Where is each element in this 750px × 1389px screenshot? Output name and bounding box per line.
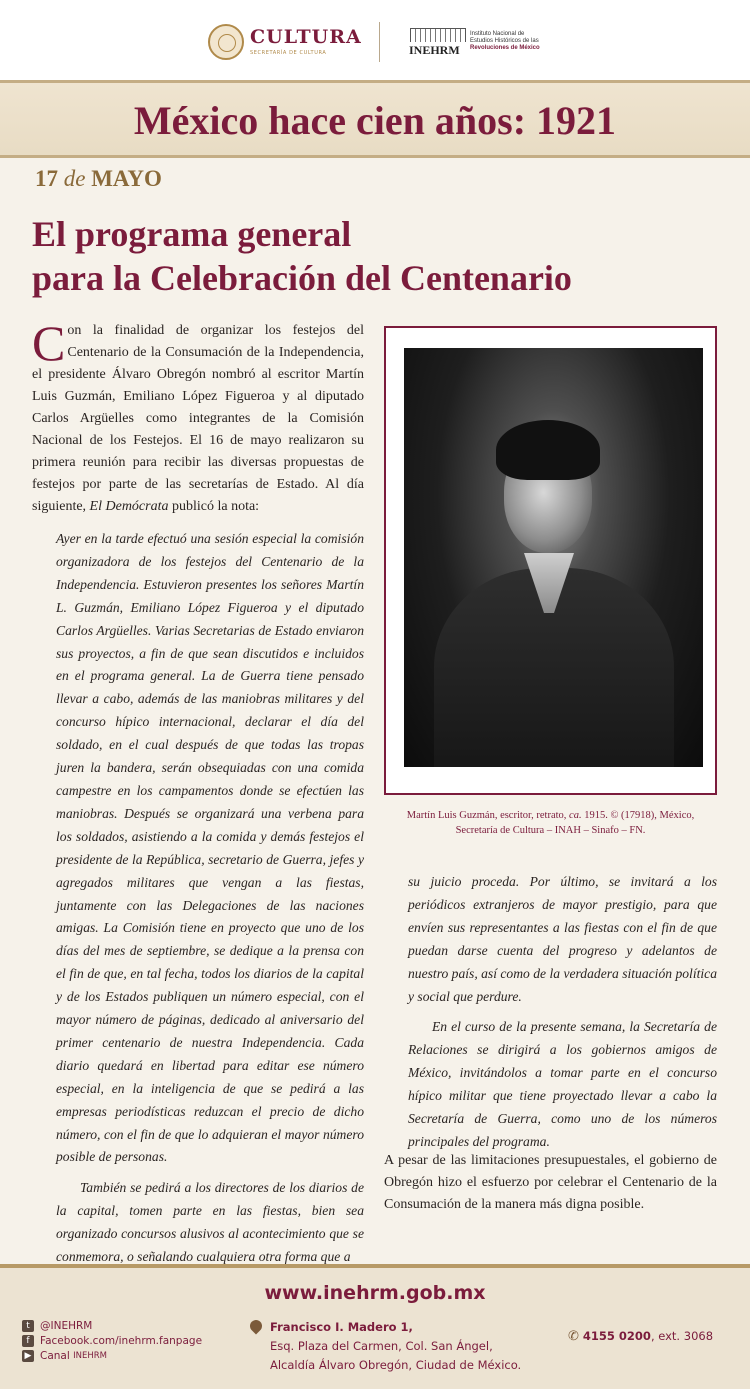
address-line-2: Esq. Plaza del Carmen, Col. San Ángel,	[270, 1339, 493, 1353]
phone-number: 4155 0200	[582, 1329, 651, 1343]
date-month: MAYO	[91, 166, 162, 191]
caption-ca: ca.	[569, 810, 582, 821]
conclusion-paragraph: A pesar de las limitaciones presupuestales, el gobierno de Obregón hizo el esfuerzo por celebrar el Centenario de la Consumación de la manera más digna posible.	[384, 1153, 717, 1212]
article-title-line-1: El programa general	[32, 214, 352, 254]
cultura-logo-text: CULTURA	[250, 26, 362, 48]
twitter-link[interactable]	[22, 1320, 202, 1332]
caption-line-2: Secretaría de Cultura – INAH – Sinafo – FN.	[455, 825, 646, 836]
youtube-link[interactable]	[22, 1350, 202, 1362]
facebook-link[interactable]	[22, 1335, 202, 1347]
portrait-hair	[496, 420, 600, 480]
phone-block[interactable]	[568, 1329, 713, 1344]
inehrm-line-1: Instituto Nacional de	[470, 31, 525, 37]
inehrm-line-3: Revoluciones de México	[470, 45, 540, 51]
newspaper-name: El Demócrata	[89, 499, 169, 514]
drop-cap: C	[32, 315, 66, 371]
portrait-photo	[404, 348, 703, 767]
youtube-prefix: Canal	[40, 1350, 70, 1362]
youtube-channel: INEHRM	[73, 1351, 107, 1361]
address-line-3: Alcaldía Álvaro Obregón, Ciudad de México.	[270, 1358, 522, 1372]
quote-paragraph-2-end: su juicio proceda. Por último, se invitará a los periódicos extranjeros de mayor prestigio, para que envíen sus representantes a las fiestas con el fin de que puedan darse cuenta del progreso y adelantos de nuestro país, así como de la verdadera situación política y social que perdure.	[408, 874, 717, 1004]
quote-paragraph-2-start: También se pedirá a los directores de los diarios de la capital, tomen parte en las fiestas, bien sea organizado concursos alusivos al acontecimiento que se conmemora, o señalando cualquiera otra forma que a	[56, 1180, 364, 1265]
phone-extension: , ext. 3068	[650, 1329, 714, 1343]
article-date	[35, 166, 162, 192]
intro-paragraph	[32, 315, 364, 518]
twitter-icon: t	[22, 1320, 34, 1332]
cultura-seal-icon	[208, 24, 244, 60]
article-title	[32, 212, 722, 300]
top-header	[0, 0, 750, 80]
photo-caption	[384, 808, 717, 838]
facebook-icon: f	[22, 1335, 34, 1347]
cultura-logo-subtitle: SECRETARÍA DE CULTURA	[250, 50, 327, 56]
newspaper-quote	[32, 528, 364, 1269]
page-title: México hace cien años: 1921	[133, 98, 617, 143]
article-left-column	[32, 315, 364, 1269]
location-pin-icon	[248, 1318, 265, 1335]
title-band	[0, 80, 750, 158]
inehrm-line-2: Estudios Históricos de las	[470, 38, 539, 44]
facebook-url: Facebook.com/inehrm.fanpage	[40, 1335, 203, 1347]
date-de: de	[63, 166, 86, 191]
photo-frame	[384, 326, 717, 795]
website-link[interactable]: www.inehrm.gob.mx	[264, 1282, 486, 1304]
header-divider	[379, 22, 380, 62]
twitter-handle: @INEHRM	[40, 1320, 93, 1332]
inehrm-logo-description	[470, 31, 550, 52]
phone-icon: ✆	[568, 1329, 579, 1344]
social-links	[22, 1320, 202, 1365]
intro-end: publicó la nota:	[171, 499, 260, 514]
address-line-1: Francisco I. Madero 1,	[270, 1320, 413, 1334]
youtube-icon: ▶	[22, 1350, 34, 1362]
inehrm-building-icon	[410, 28, 466, 42]
date-day: 17	[35, 166, 58, 191]
footer	[0, 1264, 750, 1389]
intro-text: on la finalidad de organizar los festejos del Centenario de la Consumación de la Independencia, el presidente Álvaro Obregón nombró al escritor Martín Luis Guzmán, Emiliano López Figueroa y al diputado Carlos Argüelles como integrantes de la Comisión Nacional de los Festejos. El 16 de mayo realizaron su primera reunión para recibir las diversas propuestas de festejos por parte de las secretarías de Estado. Al día siguiente,	[32, 323, 364, 514]
quote-paragraph-1: Ayer en la tarde efectuó una sesión especial la comisión organizadora de los festejos del Centenario de la Independencia. Estuvieron presentes los señores Martín L. Guzmán, Emiliano López Figueroa y el diputado Carlos Argüelles. Varias Secretarias de Estado enviaron sus proyectos, a fin de que sean discutidos e incluidos en el programa general. La de Guerra tiene pensado llevar a cabo, además de las maniobras militares y del concurso hípico internacional, declarar el día del soldado, en el cual después de que todas las tropas juren la bandera, serán obsequiadas con una comida campestre en los campamentos donde se efectúen las maniobras. Después se organizará una verbena para los soldados, asistiendo a la comida y demás festejos el presidente de la República, secretario de Guerra, jefes y agregados militares que vengan a las fiestas, juntamente con las Delegaciones de las naciones amigas. La Comisión tiene en proyecto que uno de los días del mes de septiembre, se dedique a la prensa con el fin de que, en tal fecha, todos los diarios de la capital y de los Estados publiquen un número especial, con el mayor número de páginas, dedicado al aniversario del primer centenario de nuestra Independencia. Cada diario quedará en libertad para editar ese número especial, en la inteligencia de que se pedirá a las empresas periodísticas reduzcan el precio de dicho número, con el fin de que lo adquieran el mayor número posible de personas.	[56, 531, 364, 1165]
quote-paragraph-3: En el curso de la presente semana, la Secretaría de Relaciones se dirigirá a los gobiernos amigos de México, invitándolos a tomar parte en el concurso hípico militar que tiene proyectado llevar a cabo la Secretaría de Guerra, como uno de los números principales del programa.	[408, 1019, 717, 1149]
quote-continuation	[408, 871, 717, 1154]
address-block	[250, 1318, 521, 1375]
caption-line-1-end: 1915. © (17918), México,	[584, 810, 695, 821]
caption-line-1: Martín Luis Guzmán, escritor, retrato,	[406, 810, 567, 821]
article-title-line-2: para la Celebración del Centenario	[32, 258, 572, 298]
inehrm-logo-text: INEHRM	[409, 43, 460, 57]
